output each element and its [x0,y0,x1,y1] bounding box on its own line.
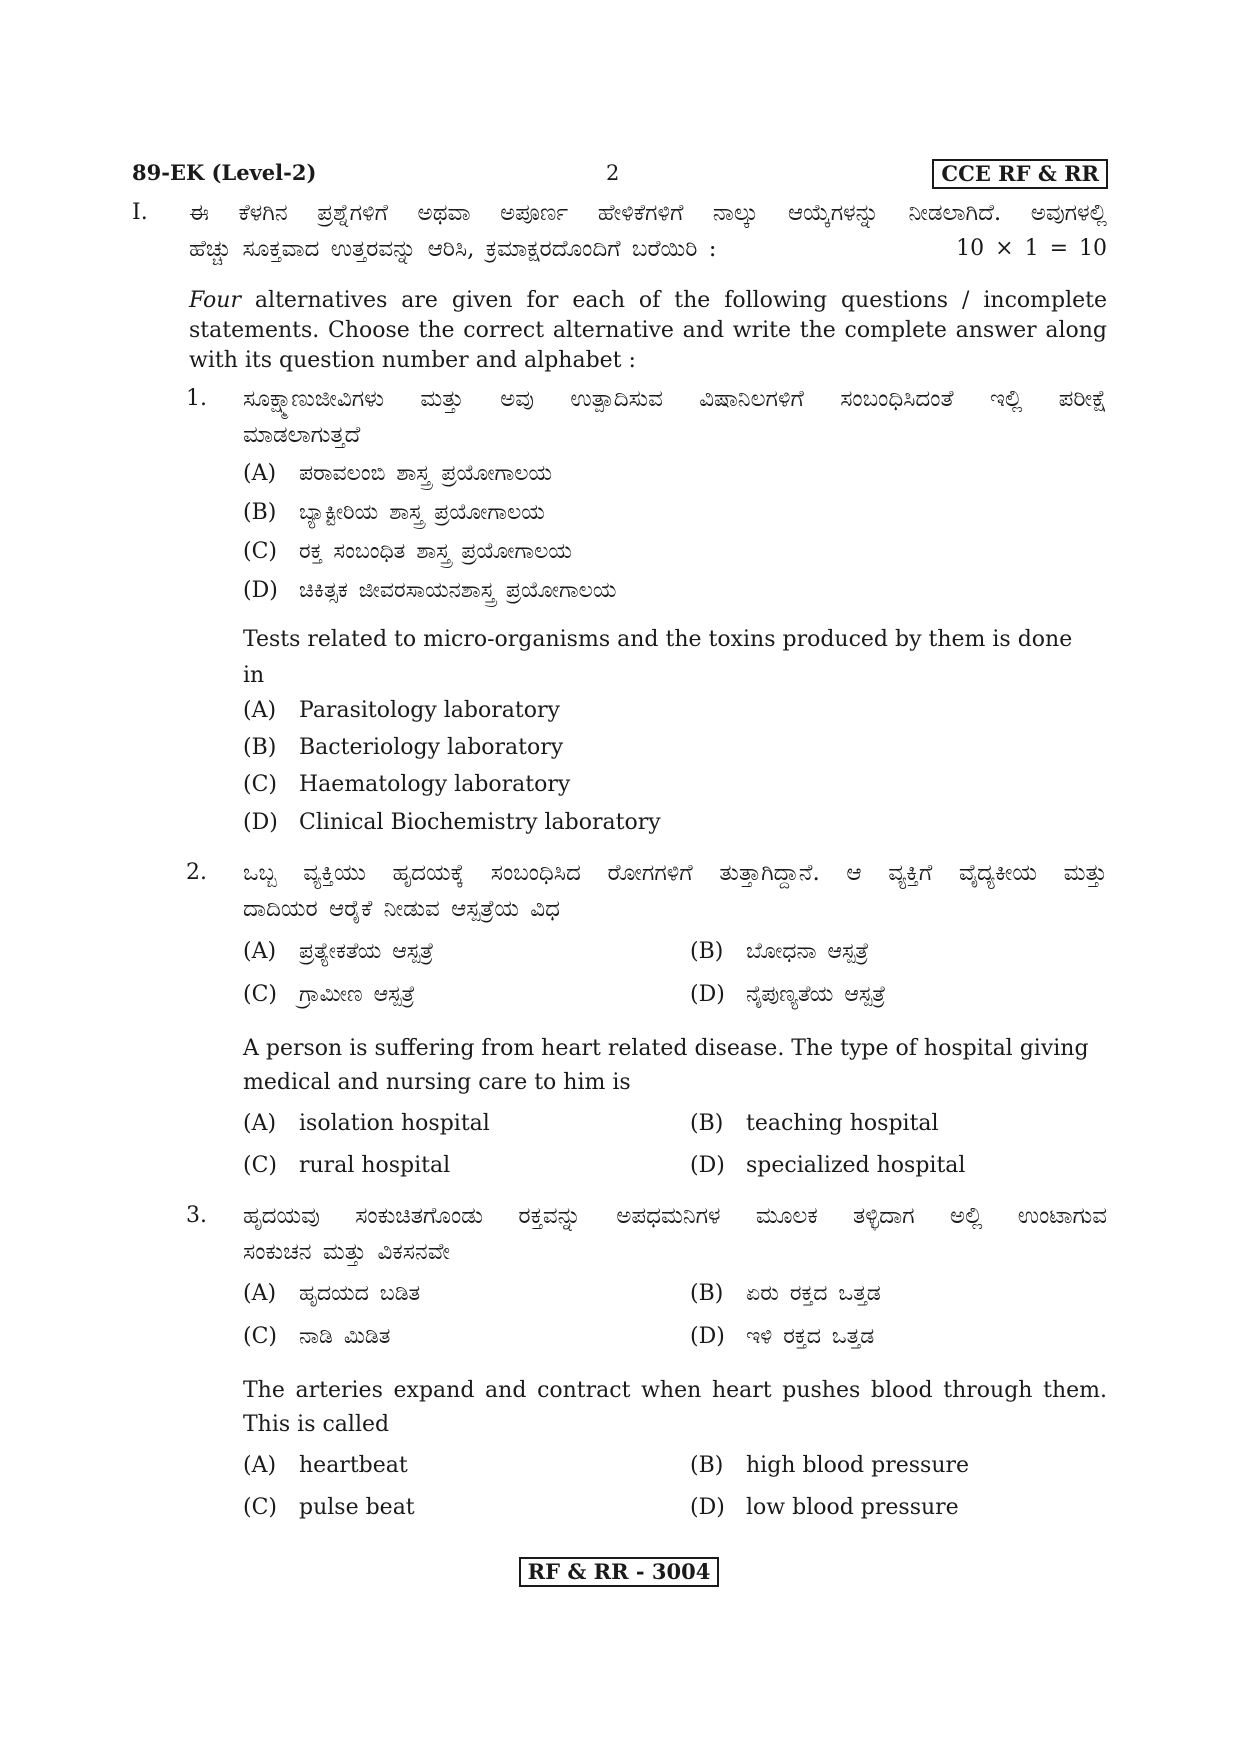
question-kannada-line: ಹೃದಯವು ಸಂಕುಚಿತಗೊಂಡು ರಕ್ತವನ್ನು ಅಪಧಮನಿಗಳ ಮೂಲಕ ತಳ್ಳಿದಾಗ ಅಲ್ಲಿ ಉಂಟಾಗುವ [243,1203,1107,1229]
option-label: (C) [243,982,277,1007]
option-text: heartbeat [299,1453,408,1478]
option-english-a [243,1448,408,1484]
option-label: (A) [243,1281,277,1306]
option-text: high blood pressure [746,1453,970,1478]
option-label: (D) [690,1324,725,1349]
option-label: (A) [243,939,277,964]
option-kannada-d [243,573,617,609]
option-text: ಹೃದಯದ ಬಡಿತ [299,1281,421,1306]
option-label: (D) [690,1495,725,1520]
option-kannada-d [690,1319,874,1355]
question-kannada [243,381,1107,453]
option-text: ಪರಾವಲಂಬಿ ಶಾಸ್ತ್ರ ಪ್ರಯೋಗಾಲಯ [299,461,553,486]
question-kannada-line: ಸಂಕುಚನ ಮತ್ತು ವಿಕಸನವೇ [243,1239,451,1265]
option-text: Haematology laboratory [299,772,571,797]
option-label: (B) [690,939,724,964]
option-text: ಚಿಕಿತ್ಸಕ ಜೀವರಸಾಯನಶಾಸ್ತ್ರ ಪ್ರಯೋಗಾಲಯ [299,578,617,603]
option-text: isolation hospital [299,1111,490,1136]
option-kannada-c [243,977,415,1013]
option-label: (C) [243,539,277,564]
option-text: ಏರು ರಕ್ತದ ಒತ್ತಡ [746,1281,881,1306]
question-number: 2. [186,860,207,885]
question-english-line: A person is suffering from heart related disease. The type of hospital giving [243,1036,1089,1061]
question-english-line: The arteries expand and contract when heart pushes blood through them. [243,1378,1107,1403]
section-number: I. [132,200,148,225]
option-text: ಗ್ರಾಮೀಣ ಆಸ್ಪತ್ರೆ [299,982,415,1007]
option-label: (A) [243,698,277,723]
option-text: ಪ್ರತ್ಯೇಕತೆಯ ಆಸ್ಪತ್ರೆ [299,939,434,964]
option-text: Clinical Biochemistry laboratory [299,810,661,835]
option-text: ನೈಪುಣ್ಯತೆಯ ಆಸ್ಪತ್ರೆ [746,982,886,1007]
question-kannada-line: ದಾದಿಯರ ಆರೈಕೆ ನೀಡುವ ಆಸ್ಪತ್ರೆಯ ವಿಧ [243,896,560,922]
option-text: ಬ್ಯಾಕ್ಟೀರಿಯ ಶಾಸ್ತ್ರ ಪ್ರಯೋಗಾಲಯ [299,500,545,525]
option-english-b [690,1106,939,1142]
option-label: (D) [690,982,725,1007]
instruction-english-text: alternatives are given for each of the following questions / incomplete statements. Choose the correct alternative and write the complete answer along with its question number and alphabet : [189,288,1107,373]
page-footer [0,1557,1238,1587]
option-label: (B) [690,1281,724,1306]
option-text: Bacteriology laboratory [299,735,564,760]
question-kannada-line: ಒಬ್ಬ ವ್ಯಕ್ತಿಯು ಹೃದಯಕ್ಕೆ ಸಂಬಂಧಿಸಿದ ರೋಗಗಳಿಗೆ ತುತ್ತಾಗಿದ್ದಾನೆ. ಆ ವ್ಯಕ್ತಿಗೆ ವೈದ್ಯಕೀಯ ಮತ್ತು [243,860,1107,886]
page-header [0,158,1238,190]
option-label: (B) [243,500,277,525]
option-kannada-b [690,1276,881,1312]
option-label: (C) [243,1495,277,1520]
instruction-italic-word: Four [189,288,241,313]
option-kannada-a [243,934,434,970]
option-english-a [243,1106,490,1142]
option-english-b [243,730,563,766]
option-text: ರಕ್ತ ಸಂಬಂಧಿತ ಶಾಸ್ತ್ರ ಪ್ರಯೋಗಾಲಯ [299,539,572,564]
option-label: (A) [243,1453,277,1478]
footer-code: RF & RR - 3004 [519,1557,720,1587]
option-text: ನಾಡಿ ಮಿಡಿತ [299,1324,391,1349]
question-number: 1. [186,386,207,411]
instruction-kannada-line2: ಹೆಚ್ಚು ಸೂಕ್ತವಾದ ಉತ್ತರವನ್ನು ಆರಿಸಿ, ಕ್ರಮಾಕ್ಷರದೊಂದಿಗೆ ಬರೆಯಿರಿ : [189,236,717,262]
section-instruction-english [189,286,1107,376]
option-english-d [690,1490,959,1526]
series-badge: CCE RF & RR [932,159,1108,189]
option-text: Parasitology laboratory [299,698,560,723]
marks-allocation: 10 × 1 = 10 [956,236,1107,261]
option-text: teaching hospital [746,1111,939,1136]
option-label: (D) [243,810,278,835]
page-number: 2 [606,161,620,185]
question-kannada [243,1198,1107,1270]
question-kannada-line: ಮಾಡಲಾಗುತ್ತದೆ [243,422,361,448]
option-label: (A) [243,1111,277,1136]
option-text: pulse beat [299,1495,415,1520]
option-english-b [690,1448,969,1484]
option-kannada-c [243,534,572,570]
option-kannada-c [243,1319,390,1355]
option-label: (B) [690,1111,724,1136]
option-label: (C) [243,772,277,797]
question-english [243,1032,1107,1100]
option-label: (D) [690,1153,725,1178]
question-english-line: Tests related to micro-organisms and the toxins produced by them is done [243,627,1073,652]
option-english-c [243,1490,415,1526]
question-english-line: medical and nursing care to him is [243,1070,631,1095]
option-kannada-a [243,1276,420,1312]
option-english-d [243,805,661,841]
option-label: (A) [243,461,277,486]
question-english-line: in [243,663,265,688]
option-label: (B) [243,735,277,760]
option-english-a [243,693,560,729]
option-label: (B) [690,1453,724,1478]
instruction-kannada-line1: ಈ ಕೆಳಗಿನ ಪ್ರಶ್ನೆಗಳಿಗೆ ಅಥವಾ ಅಪೂರ್ಣ ಹೇಳಿಕೆಗಳಿಗೆ ನಾಲ್ಕು ಆಯ್ಕೆಗಳನ್ನು ನೀಡಲಾಗಿದೆ. ಅವುಗಳಲ್ಲಿ [189,200,1107,226]
option-english-d [690,1148,965,1184]
question-number: 3. [186,1203,207,1228]
option-text: low blood pressure [746,1495,959,1520]
option-label: (D) [243,578,278,603]
option-text: rural hospital [299,1153,451,1178]
question-english [243,1374,1107,1442]
option-label: (C) [243,1324,277,1349]
option-text: ಇಳಿ ರಕ್ತದ ಒತ್ತಡ [746,1324,875,1349]
option-kannada-a [243,456,552,492]
question-kannada [243,855,1107,927]
question-english-line: This is called [243,1412,390,1437]
question-english [243,622,1107,694]
question-kannada-line: ಸೂಕ್ಷ್ಮಾಣುಜೀವಿಗಳು ಮತ್ತು ಅವು ಉತ್ಪಾದಿಸುವ ವಿಷಾನಿಲಗಳಿಗೆ ಸಂಬಂಧಿಸಿದಂತೆ ಇಲ್ಲಿ ಪರೀಕ್ಷೆ [243,386,1107,412]
option-kannada-d [690,977,886,1013]
option-text: specialized hospital [746,1153,966,1178]
option-english-c [243,767,570,803]
option-kannada-b [690,934,869,970]
option-kannada-b [243,495,545,531]
option-text: ಬೋಧನಾ ಆಸ್ಪತ್ರೆ [746,939,869,964]
option-label: (C) [243,1153,277,1178]
paper-code: 89-EK (Level-2) [132,160,317,185]
section-instruction-kannada [189,195,1107,267]
option-english-c [243,1148,450,1184]
